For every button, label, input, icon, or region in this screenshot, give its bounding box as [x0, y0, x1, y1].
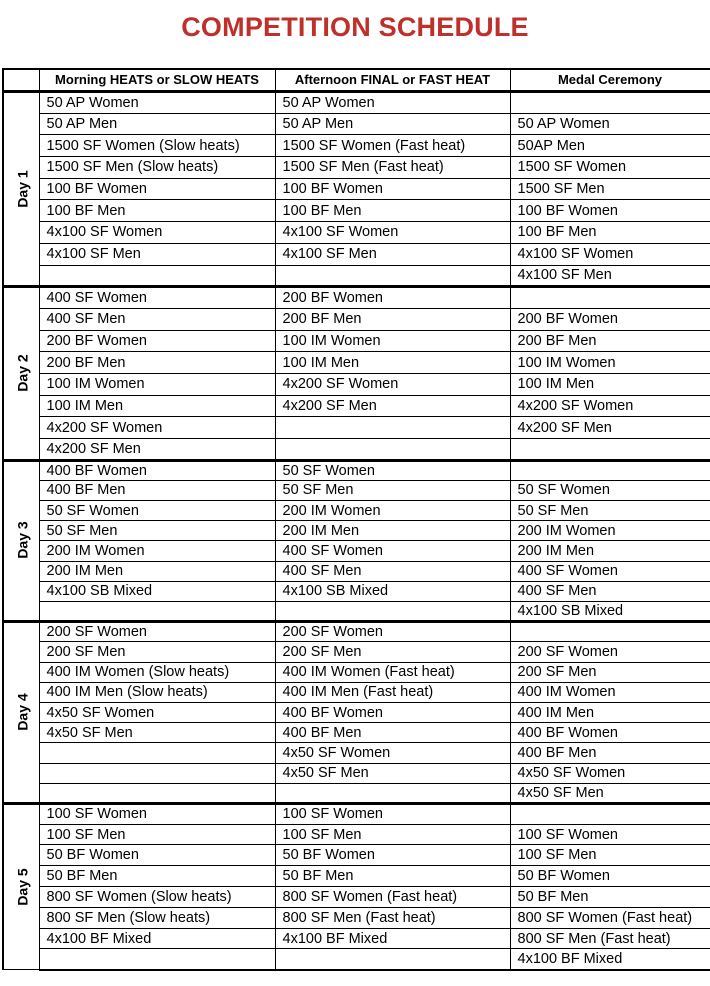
morning-cell [39, 949, 275, 970]
day-label: Day 1 [14, 169, 31, 208]
morning-cell: 400 BF Women [39, 460, 275, 480]
table-row [3, 949, 710, 970]
afternoon-cell: 4x100 SF Women [275, 222, 510, 244]
medal-cell: 100 BF Women [510, 200, 710, 222]
medal-cell: 1500 SF Women [510, 157, 710, 179]
morning-cell: 4x200 SF Men [39, 439, 275, 461]
day-label-cell [3, 92, 39, 287]
afternoon-cell: 400 IM Women (Fast heat) [275, 662, 510, 682]
morning-cell: 4x100 SB Mixed [39, 581, 275, 601]
morning-cell: 400 SF Women [39, 287, 275, 309]
afternoon-cell: 50 AP Men [275, 113, 510, 135]
morning-cell: 400 IM Women (Slow heats) [39, 662, 275, 682]
table-row [3, 887, 710, 908]
afternoon-cell: 200 IM Men [275, 521, 510, 541]
afternoon-cell: 400 BF Women [275, 702, 510, 722]
morning-cell: 4x50 SF Women [39, 702, 275, 722]
table-row [3, 352, 710, 374]
medal-cell: 100 SF Women [510, 824, 710, 845]
medal-cell: 200 BF Women [510, 308, 710, 330]
morning-cell [39, 743, 275, 763]
medal-cell: 4x100 SF Women [510, 243, 710, 265]
afternoon-cell: 100 IM Men [275, 352, 510, 374]
afternoon-cell: 50 SF Men [275, 480, 510, 500]
day-label: Day 3 [14, 521, 31, 560]
table-row [3, 907, 710, 928]
table-row [3, 622, 710, 642]
table-row [3, 222, 710, 244]
medal-cell: 1500 SF Men [510, 178, 710, 200]
morning-cell: 100 SF Men [39, 824, 275, 845]
afternoon-cell: 200 SF Women [275, 622, 510, 642]
day-label-cell [3, 803, 39, 969]
table-row [3, 662, 710, 682]
morning-cell: 50 AP Men [39, 113, 275, 135]
afternoon-cell: 400 IM Men (Fast heat) [275, 682, 510, 702]
table-row [3, 373, 710, 395]
page-title: COMPETITION SCHEDULE [181, 12, 529, 42]
table-row [3, 265, 710, 287]
afternoon-cell [275, 417, 510, 439]
medal-cell [510, 622, 710, 642]
header-medal: Medal Ceremony [510, 69, 710, 92]
table-row [3, 308, 710, 330]
day-label-cell [3, 287, 39, 461]
morning-cell: 200 SF Women [39, 622, 275, 642]
medal-cell: 4x100 BF Mixed [510, 949, 710, 970]
afternoon-cell: 4x200 SF Women [275, 373, 510, 395]
medal-cell [510, 803, 710, 824]
table-row [3, 501, 710, 521]
afternoon-cell: 50 AP Women [275, 92, 510, 114]
medal-cell: 50 AP Women [510, 113, 710, 135]
table-row [3, 243, 710, 265]
medal-cell: 200 IM Men [510, 541, 710, 561]
morning-cell: 50 AP Women [39, 92, 275, 114]
medal-cell: 200 IM Women [510, 521, 710, 541]
morning-cell: 4x50 SF Men [39, 723, 275, 743]
medal-cell: 4x200 SF Women [510, 395, 710, 417]
afternoon-cell: 100 IM Women [275, 330, 510, 352]
medal-cell: 4x50 SF Women [510, 763, 710, 783]
medal-cell: 100 SF Men [510, 845, 710, 866]
afternoon-cell: 4x50 SF Men [275, 763, 510, 783]
table-row [3, 803, 710, 824]
table-row [3, 783, 710, 803]
table-row [3, 439, 710, 461]
morning-cell: 100 IM Women [39, 373, 275, 395]
day-label-cell [3, 622, 39, 804]
morning-cell: 200 SF Men [39, 642, 275, 662]
table-row [3, 287, 710, 309]
morning-cell: 200 IM Women [39, 541, 275, 561]
morning-cell: 100 SF Women [39, 803, 275, 824]
medal-cell: 400 SF Men [510, 581, 710, 601]
medal-cell: 4x100 SB Mixed [510, 602, 710, 622]
morning-cell: 200 IM Men [39, 561, 275, 581]
table-row [3, 602, 710, 622]
medal-cell: 400 BF Men [510, 743, 710, 763]
afternoon-cell: 200 BF Men [275, 308, 510, 330]
medal-cell: 400 BF Women [510, 723, 710, 743]
table-row [3, 460, 710, 480]
table-row [3, 521, 710, 541]
afternoon-cell [275, 439, 510, 461]
morning-cell: 100 BF Women [39, 178, 275, 200]
afternoon-cell [275, 265, 510, 287]
afternoon-cell: 100 SF Women [275, 803, 510, 824]
afternoon-cell: 400 SF Men [275, 561, 510, 581]
schedule-body [3, 92, 710, 970]
afternoon-cell: 4x200 SF Men [275, 395, 510, 417]
medal-cell: 200 BF Men [510, 330, 710, 352]
morning-cell: 1500 SF Women (Slow heats) [39, 135, 275, 157]
morning-cell: 800 SF Men (Slow heats) [39, 907, 275, 928]
schedule-table [2, 68, 710, 971]
morning-cell [39, 265, 275, 287]
table-row [3, 928, 710, 949]
table-row [3, 113, 710, 135]
morning-cell: 200 BF Women [39, 330, 275, 352]
medal-cell: 400 IM Men [510, 702, 710, 722]
morning-cell [39, 783, 275, 803]
morning-cell: 800 SF Women (Slow heats) [39, 887, 275, 908]
table-row [3, 763, 710, 783]
afternoon-cell: 400 SF Women [275, 541, 510, 561]
day-label: Day 5 [14, 867, 31, 906]
medal-cell: 100 IM Men [510, 373, 710, 395]
medal-cell: 800 SF Women (Fast heat) [510, 907, 710, 928]
table-row [3, 866, 710, 887]
medal-cell: 4x50 SF Men [510, 783, 710, 803]
medal-cell: 100 BF Men [510, 222, 710, 244]
afternoon-cell [275, 602, 510, 622]
medal-cell: 4x100 SF Men [510, 265, 710, 287]
afternoon-cell: 800 SF Women (Fast heat) [275, 887, 510, 908]
morning-cell: 400 IM Men (Slow heats) [39, 682, 275, 702]
morning-cell: 50 SF Women [39, 501, 275, 521]
afternoon-cell: 200 IM Women [275, 501, 510, 521]
table-row [3, 702, 710, 722]
morning-cell: 4x100 SF Women [39, 222, 275, 244]
morning-cell: 50 BF Men [39, 866, 275, 887]
afternoon-cell: 200 BF Women [275, 287, 510, 309]
medal-cell: 800 SF Men (Fast heat) [510, 928, 710, 949]
medal-cell [510, 460, 710, 480]
morning-cell [39, 763, 275, 783]
table-row [3, 330, 710, 352]
medal-cell: 50 SF Women [510, 480, 710, 500]
header-afternoon: Afternoon FINAL or FAST HEAT [275, 69, 510, 92]
table-row [3, 642, 710, 662]
morning-cell [39, 602, 275, 622]
afternoon-cell: 1500 SF Men (Fast heat) [275, 157, 510, 179]
afternoon-cell: 1500 SF Women (Fast heat) [275, 135, 510, 157]
afternoon-cell: 100 BF Women [275, 178, 510, 200]
table-row [3, 845, 710, 866]
table-row [3, 157, 710, 179]
morning-cell: 4x200 SF Women [39, 417, 275, 439]
medal-cell [510, 287, 710, 309]
medal-cell [510, 439, 710, 461]
medal-cell [510, 92, 710, 114]
medal-cell: 100 IM Women [510, 352, 710, 374]
afternoon-cell: 400 BF Men [275, 723, 510, 743]
table-row [3, 824, 710, 845]
morning-cell: 4x100 SF Men [39, 243, 275, 265]
corner-cell [3, 69, 39, 92]
afternoon-cell: 50 SF Women [275, 460, 510, 480]
afternoon-cell: 4x100 SF Men [275, 243, 510, 265]
header-morning: Morning HEATS or SLOW HEATS [39, 69, 275, 92]
table-row [3, 581, 710, 601]
day-label-cell [3, 460, 39, 622]
morning-cell: 4x100 BF Mixed [39, 928, 275, 949]
morning-cell: 50 SF Men [39, 521, 275, 541]
afternoon-cell: 100 SF Men [275, 824, 510, 845]
table-row [3, 395, 710, 417]
morning-cell: 200 BF Men [39, 352, 275, 374]
morning-cell: 50 BF Women [39, 845, 275, 866]
medal-cell: 50 BF Men [510, 887, 710, 908]
morning-cell: 1500 SF Men (Slow heats) [39, 157, 275, 179]
afternoon-cell: 4x100 SB Mixed [275, 581, 510, 601]
header-row [3, 69, 710, 92]
afternoon-cell [275, 949, 510, 970]
afternoon-cell: 800 SF Men (Fast heat) [275, 907, 510, 928]
table-row [3, 541, 710, 561]
table-row [3, 561, 710, 581]
table-row [3, 200, 710, 222]
medal-cell: 200 SF Women [510, 642, 710, 662]
afternoon-cell: 4x50 SF Women [275, 743, 510, 763]
table-row [3, 743, 710, 763]
medal-cell: 50AP Men [510, 135, 710, 157]
afternoon-cell: 100 BF Men [275, 200, 510, 222]
medal-cell: 4x200 SF Men [510, 417, 710, 439]
medal-cell: 200 SF Men [510, 662, 710, 682]
table-row [3, 723, 710, 743]
morning-cell: 400 SF Men [39, 308, 275, 330]
afternoon-cell: 50 BF Men [275, 866, 510, 887]
table-row [3, 178, 710, 200]
afternoon-cell: 50 BF Women [275, 845, 510, 866]
medal-cell: 400 IM Women [510, 682, 710, 702]
morning-cell: 100 IM Men [39, 395, 275, 417]
afternoon-cell: 4x100 BF Mixed [275, 928, 510, 949]
table-row [3, 480, 710, 500]
day-label: Day 2 [14, 354, 31, 392]
day-label: Day 4 [14, 693, 31, 731]
afternoon-cell [275, 783, 510, 803]
table-row [3, 682, 710, 702]
table-row [3, 92, 710, 114]
table-row [3, 417, 710, 439]
afternoon-cell: 200 SF Men [275, 642, 510, 662]
medal-cell: 50 BF Women [510, 866, 710, 887]
morning-cell: 100 BF Men [39, 200, 275, 222]
medal-cell: 400 SF Women [510, 561, 710, 581]
medal-cell: 50 SF Men [510, 501, 710, 521]
table-row [3, 135, 710, 157]
morning-cell: 400 BF Men [39, 480, 275, 500]
